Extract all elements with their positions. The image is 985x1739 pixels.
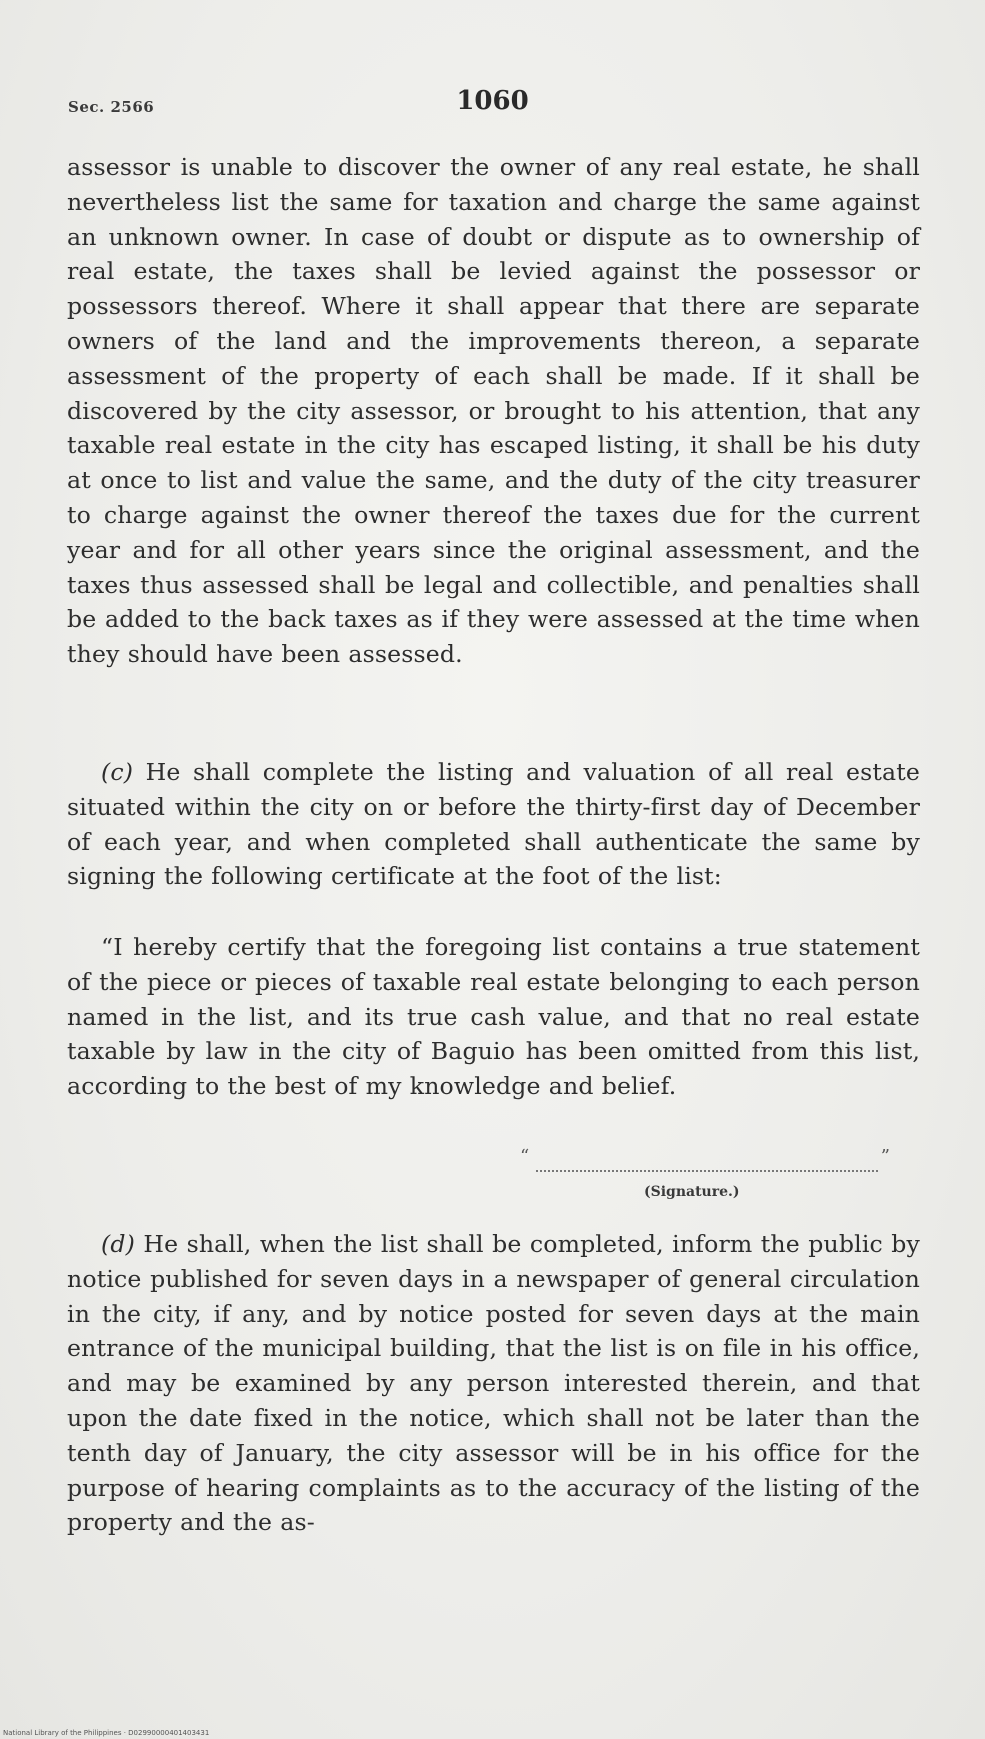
paragraph-continuation (67, 150, 920, 672)
paragraph-d-label: (d) (101, 1230, 135, 1258)
footer-credit: National Library of the Philippines · D02990000401403431 (3, 1729, 210, 1737)
paragraph-c-body: He shall complete the listing and valuation of all real estate situated within the city on or before the thirty-first day of December of each year, and when completed shall authenticate the same by signing the following certificate at the foot of the list: (67, 758, 920, 891)
signature-block (520, 1142, 890, 1202)
paragraph-c-text (67, 755, 920, 894)
certificate-paragraph (67, 930, 920, 1104)
paragraph-d-text (67, 1227, 920, 1540)
certificate-text: “I hereby certify that the foregoing list contains a true statement of the piece or pieces of taxable real estate belonging to each person named in the list, and its true cash value, and that no real estate taxable by law in the city of Baguio has been omitted from this list, according to the best of my knowledge and belief. (67, 933, 920, 1101)
section-label: Sec. 2566 (68, 98, 155, 116)
paragraph-d (67, 1227, 920, 1540)
paragraph-c (67, 755, 920, 894)
signature-line (536, 1170, 878, 1172)
page-number: 1060 (456, 86, 529, 116)
signature-label: (Signature.) (644, 1184, 740, 1200)
paragraph-d-body: He shall, when the list shall be completed, inform the public by notice published for seven days in a newspaper of general circulation in the city, if any, and by notice posted for seven days at the main entrance of the municipal building, that the list is on file in his office, and may be examined by any person interested therein, and that upon the date fixed in the notice, which shall not be later than the tenth day of January, the city assessor will be in his office for the purpose of hearing complaints as to the accuracy of the listing of the property and the as- (67, 1230, 920, 1537)
signature-open-quote: “ (520, 1146, 530, 1167)
paragraph-c-label: (c) (101, 758, 134, 786)
signature-close-quote: ” (880, 1146, 890, 1167)
paragraph-continuation-text: assessor is unable to discover the owner of any real estate, he shall nevertheless list the same for taxation and charge the same against an unknown owner. In case of doubt or dispute as to ownership of real estate, the taxes shall be levied against the possessor or possessors thereof. Where it shall appear that there are separate owners of the land and the improvements thereon, a separate assessment of the property of each shall be made. If it shall be discovered by the city assessor, or brought to his attention, that any taxable real estate in the city has escaped listing, it shall be his duty at once to list and value the same, and the duty of the city treasurer to charge against the owner thereof the taxes due for the current year and for all other years since the original assessment, and the taxes thus assessed shall be legal and collectible, and penalties shall be added to the back taxes as if they were assessed at the time when they should have been assessed. (67, 153, 920, 669)
